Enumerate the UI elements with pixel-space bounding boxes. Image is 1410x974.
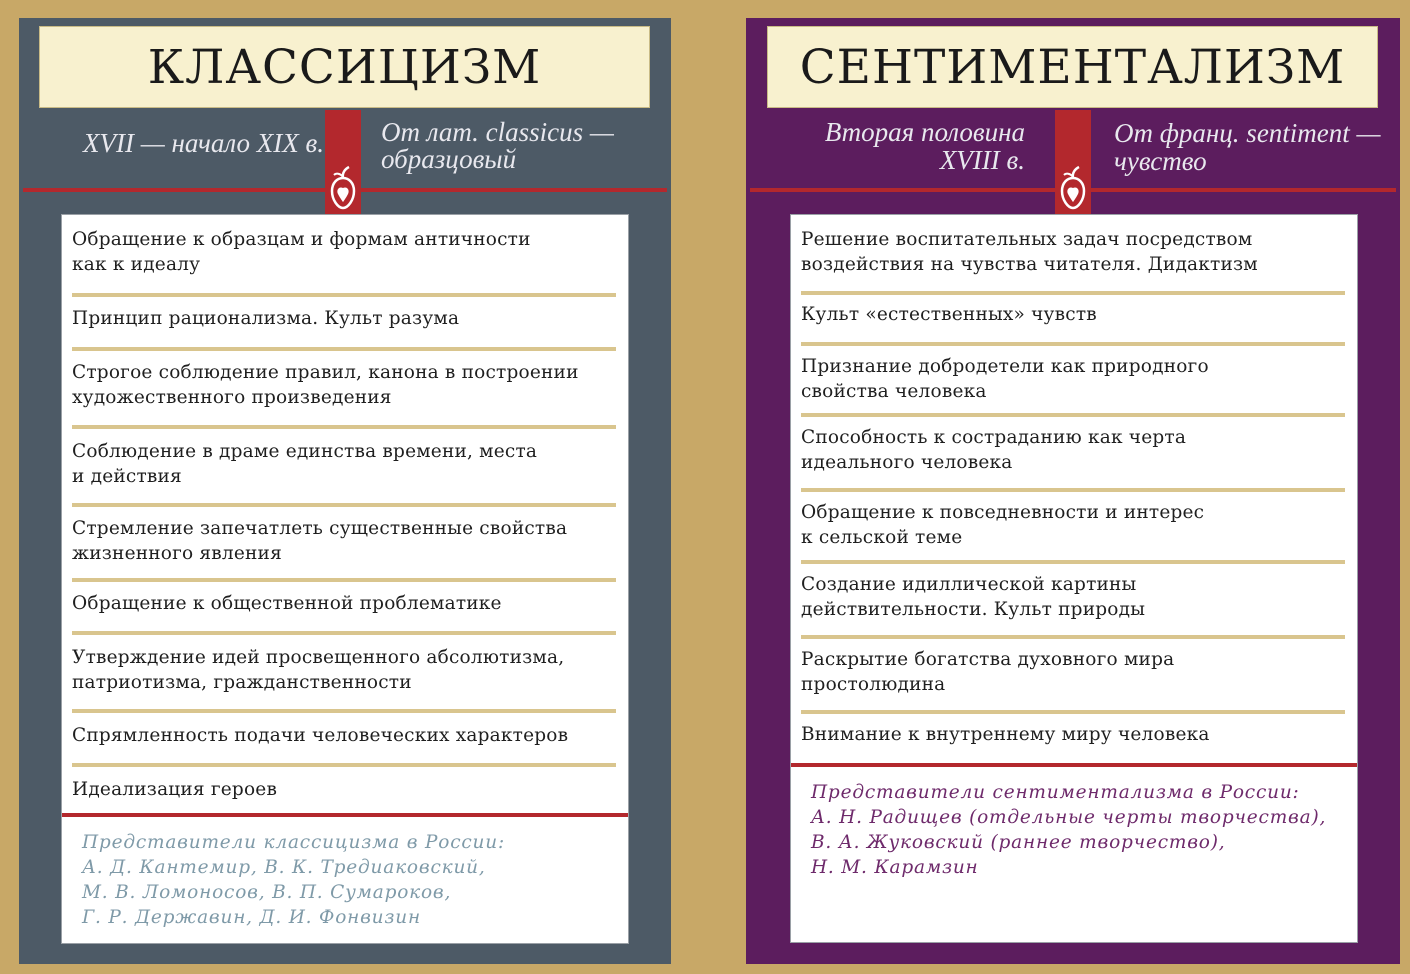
item-separator (72, 578, 616, 582)
classicism-panel (19, 18, 671, 964)
item-separator (72, 631, 616, 635)
item-separator (72, 347, 616, 351)
list-item: Обращение к образцам и формам античности как к идеалу (72, 229, 531, 275)
classicism-representatives: Представители классицизма в России: А. Д. Кантемир, В. К. Тредиаковский, М. В. Ломоносов, В. П. Сумароков, Г. Р. Державин, Д. И. Фонвизин (82, 832, 506, 928)
list-item: Обращение к общественной проблематике (72, 593, 502, 614)
sentimentalism-origin-line2: чувство (1114, 146, 1207, 176)
list-item: Раскрытие богатства духовного мира простолюдина (801, 649, 1175, 695)
sentimentalism-origin-line1: От франц. sentiment — (1114, 118, 1381, 148)
list-item: Спрямленность подачи человеческих характеров (72, 725, 569, 746)
list-item: Способность к состраданию как черта идеального человека (801, 427, 1187, 473)
sentimentalism-features-card (790, 214, 1358, 943)
list-item: Обращение к повседневности и интерес к сельской теме (801, 502, 1205, 548)
item-separator (72, 293, 616, 297)
sentimentalism-period-line2: XVIII в. (939, 145, 1025, 175)
item-separator (801, 635, 1345, 639)
list-item: Стремление запечатлеть существенные свойства жизненного явления (72, 518, 568, 564)
item-separator (801, 342, 1345, 346)
sentimentalism-period-line1: Вторая половина (824, 117, 1025, 147)
classicism-origin-line2: образцовый (381, 144, 517, 174)
list-item: Решение воспитательных задач посредством воздействия на чувства читателя. Дидактизм (801, 229, 1258, 275)
sentimentalism-representatives: Представители сентиментализма в России: А. Н. Радищев (отдельные черты творчества), В. А. Жуковский (раннее творчество), Н. М. Карамзин (811, 782, 1327, 878)
list-item: Соблюдение в драме единства времени, места и действия (72, 441, 538, 487)
ornament-emblem-icon (1056, 164, 1090, 212)
item-separator (801, 291, 1345, 295)
item-separator (801, 413, 1345, 417)
list-item: Принцип рационализма. Культ разума (72, 308, 460, 329)
representatives-divider (62, 813, 628, 817)
item-separator (801, 710, 1345, 714)
list-item: Строгое соблюдение правил, канона в построении художественного произведения (72, 362, 579, 408)
item-separator (801, 488, 1345, 492)
sentimentalism-panel (746, 18, 1400, 964)
item-separator (72, 503, 616, 507)
item-separator (801, 560, 1345, 564)
ornament-emblem-icon (326, 164, 360, 212)
list-item: Признание добродетели как природного свойства человека (801, 356, 1209, 402)
list-item: Культ «естественных» чувств (801, 304, 1097, 325)
item-separator (72, 425, 616, 429)
classicism-origin-line1: От лат. classicus — (381, 117, 614, 147)
classicism-title: КЛАССИЦИЗМ (39, 26, 650, 108)
list-item: Создание идиллической картины действительности. Культ природы (801, 574, 1146, 620)
list-item: Внимание к внутреннему миру человека (801, 724, 1210, 745)
list-item: Утверждение идей просвещенного абсолютизма, патриотизма, гражданственности (72, 647, 565, 693)
list-item: Идеализация героев (72, 779, 278, 800)
item-separator (72, 763, 616, 767)
item-separator (72, 709, 616, 713)
classicism-features-card (61, 214, 629, 944)
representatives-divider (791, 763, 1357, 767)
sentimentalism-title: СЕНТИМЕНТАЛИЗМ (767, 26, 1378, 108)
classicism-period: XVII — начало XIX в. (83, 128, 324, 158)
